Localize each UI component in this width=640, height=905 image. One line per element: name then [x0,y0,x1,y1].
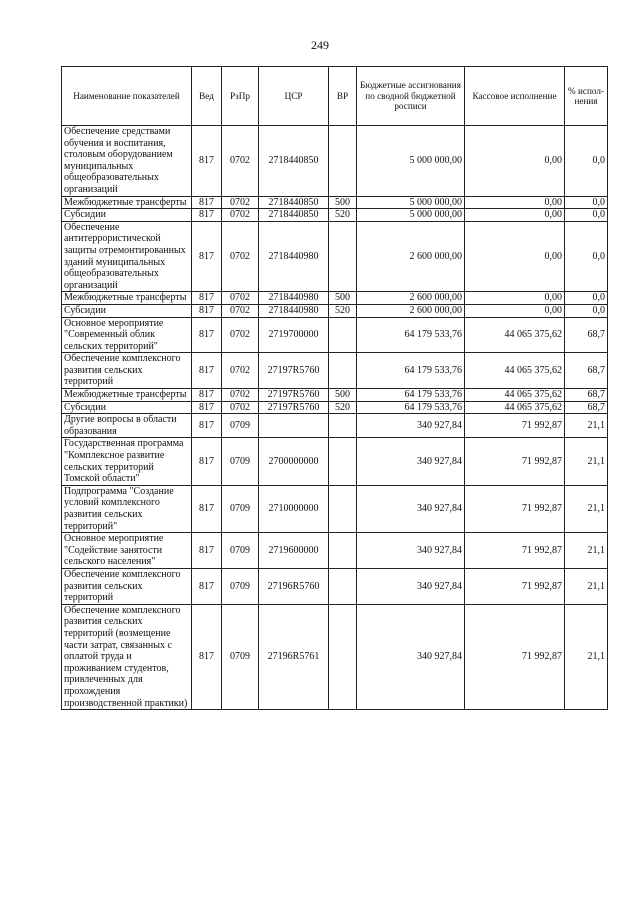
cell-vr [329,317,357,353]
cell-cash: 71 992,87 [465,604,565,709]
cell-budget: 340 927,84 [357,485,465,532]
cell-vr: 500 [329,196,357,209]
cell-cash: 0,00 [465,209,565,222]
cell-pct: 21,1 [565,604,608,709]
cell-cash: 0,00 [465,196,565,209]
cell-rzpr: 0702 [222,401,259,414]
table-row [62,304,608,317]
cell-budget: 340 927,84 [357,533,465,569]
cell-ved: 817 [192,126,222,197]
cell-budget: 340 927,84 [357,604,465,709]
cell-name: Обеспечение средствами обучения и воспитания, столовым оборудованием муниципальных общеобразовательных организаций [62,126,192,197]
header-csr: ЦСР [259,67,329,126]
cell-vr [329,568,357,604]
cell-vr: 500 [329,292,357,305]
cell-vr: 520 [329,209,357,222]
cell-name: Обеспечение антитеррористической защиты отремонтированных зданий муниципальных общеобразовательных организаций [62,221,192,292]
cell-rzpr: 0709 [222,604,259,709]
cell-vr [329,604,357,709]
cell-rzpr: 0702 [222,317,259,353]
cell-rzpr: 0702 [222,304,259,317]
table-row [62,414,608,438]
header-vr: ВР [329,67,357,126]
cell-name: Межбюджетные трансферты [62,292,192,305]
cell-budget: 340 927,84 [357,568,465,604]
cell-cash: 71 992,87 [465,414,565,438]
header-rzpr: РзПр [222,67,259,126]
cell-csr: 2718440980 [259,292,329,305]
cell-rzpr: 0702 [222,389,259,402]
cell-csr: 27196R5761 [259,604,329,709]
table-body [62,126,608,710]
cell-csr: 2718440850 [259,209,329,222]
cell-name: Обеспечение комплексного развития сельских территорий [62,353,192,389]
cell-ved: 817 [192,389,222,402]
cell-pct: 0,0 [565,221,608,292]
cell-ved: 817 [192,353,222,389]
cell-csr: 2710000000 [259,485,329,532]
cell-budget: 2 600 000,00 [357,292,465,305]
cell-cash: 0,00 [465,126,565,197]
cell-pct: 0,0 [565,196,608,209]
cell-budget: 5 000 000,00 [357,126,465,197]
cell-rzpr: 0702 [222,196,259,209]
cell-name: Другие вопросы в области образования [62,414,192,438]
table-header-row [62,67,608,126]
cell-ved: 817 [192,438,222,485]
cell-rzpr: 0709 [222,414,259,438]
table-row [62,533,608,569]
cell-pct: 0,0 [565,209,608,222]
cell-budget: 5 000 000,00 [357,209,465,222]
cell-ved: 817 [192,221,222,292]
table-row [62,485,608,532]
cell-vr [329,438,357,485]
cell-vr [329,414,357,438]
cell-pct: 21,1 [565,533,608,569]
table-row [62,317,608,353]
cell-cash: 71 992,87 [465,533,565,569]
header-budget: Бюджетные ассигнования по сводной бюджетной росписи [357,67,465,126]
cell-name: Межбюджетные трансферты [62,196,192,209]
cell-cash: 71 992,87 [465,568,565,604]
cell-ved: 817 [192,317,222,353]
table-row [62,401,608,414]
table-row [62,568,608,604]
cell-budget: 340 927,84 [357,414,465,438]
cell-budget: 64 179 533,76 [357,317,465,353]
cell-cash: 0,00 [465,304,565,317]
table-row [62,126,608,197]
cell-csr: 27196R5760 [259,568,329,604]
cell-rzpr: 0702 [222,209,259,222]
cell-csr: 27197R5760 [259,389,329,402]
cell-name: Субсидии [62,401,192,414]
cell-ved: 817 [192,401,222,414]
cell-vr [329,353,357,389]
cell-pct: 68,7 [565,389,608,402]
cell-name: Подпрограмма "Создание условий комплексного развития сельских территорий" [62,485,192,532]
cell-pct: 21,1 [565,438,608,485]
header-name: Наименование показателей [62,67,192,126]
cell-cash: 71 992,87 [465,438,565,485]
cell-pct: 21,1 [565,485,608,532]
cell-budget: 64 179 533,76 [357,353,465,389]
cell-rzpr: 0702 [222,353,259,389]
cell-name: Основное мероприятие "Содействие занятости сельского населения" [62,533,192,569]
cell-name: Субсидии [62,304,192,317]
cell-budget: 5 000 000,00 [357,196,465,209]
cell-rzpr: 0702 [222,126,259,197]
cell-cash: 0,00 [465,292,565,305]
cell-pct: 68,7 [565,401,608,414]
table-row [62,389,608,402]
cell-budget: 2 600 000,00 [357,221,465,292]
cell-ved: 817 [192,304,222,317]
table-row [62,292,608,305]
cell-budget: 340 927,84 [357,438,465,485]
cell-cash: 44 065 375,62 [465,389,565,402]
cell-cash: 71 992,87 [465,485,565,532]
cell-cash: 44 065 375,62 [465,353,565,389]
cell-vr [329,485,357,532]
cell-vr [329,533,357,569]
cell-budget: 2 600 000,00 [357,304,465,317]
cell-csr: 2718440850 [259,196,329,209]
cell-csr: 2718440980 [259,221,329,292]
table-row [62,196,608,209]
budget-execution-table [61,66,608,710]
cell-name: Субсидии [62,209,192,222]
cell-name: Обеспечение комплексного развития сельских территорий [62,568,192,604]
cell-csr: 2700000000 [259,438,329,485]
cell-name: Обеспечение комплексного развития сельских территорий (возмещение части затрат, связанных с оплатой труда и проживанием студентов, привлеченных для прохождения производственной практики) [62,604,192,709]
cell-csr: 27197R5760 [259,353,329,389]
cell-name: Государственная программа "Комплексное развитие сельских территорий Томской области" [62,438,192,485]
cell-name: Основное мероприятие "Современный облик сельских территорий" [62,317,192,353]
cell-vr: 520 [329,304,357,317]
cell-ved: 817 [192,533,222,569]
cell-pct: 21,1 [565,568,608,604]
cell-ved: 817 [192,209,222,222]
cell-ved: 817 [192,568,222,604]
cell-pct: 0,0 [565,304,608,317]
cell-csr: 2718440980 [259,304,329,317]
cell-csr: 2719700000 [259,317,329,353]
cell-cash: 44 065 375,62 [465,401,565,414]
cell-pct: 21,1 [565,414,608,438]
cell-pct: 0,0 [565,126,608,197]
cell-budget: 64 179 533,76 [357,389,465,402]
cell-ved: 817 [192,196,222,209]
header-ved: Вед [192,67,222,126]
cell-vr [329,126,357,197]
cell-name: Межбюджетные трансферты [62,389,192,402]
cell-rzpr: 0709 [222,485,259,532]
cell-ved: 817 [192,485,222,532]
cell-csr: 2719600000 [259,533,329,569]
cell-rzpr: 0702 [222,221,259,292]
header-pct: % испол-нения [565,67,608,126]
table-row [62,221,608,292]
cell-csr: 27197R5760 [259,401,329,414]
table-row [62,209,608,222]
header-cash: Кассовое исполнение [465,67,565,126]
cell-ved: 817 [192,604,222,709]
cell-csr [259,414,329,438]
cell-rzpr: 0709 [222,533,259,569]
cell-cash: 0,00 [465,221,565,292]
cell-ved: 817 [192,292,222,305]
page-number: 249 [311,38,329,52]
cell-ved: 817 [192,414,222,438]
cell-budget: 64 179 533,76 [357,401,465,414]
table-row [62,438,608,485]
cell-cash: 44 065 375,62 [465,317,565,353]
table-row [62,353,608,389]
cell-pct: 68,7 [565,317,608,353]
cell-csr: 2718440850 [259,126,329,197]
cell-vr: 500 [329,389,357,402]
cell-rzpr: 0702 [222,292,259,305]
cell-rzpr: 0709 [222,438,259,485]
cell-vr [329,221,357,292]
cell-rzpr: 0709 [222,568,259,604]
table-row [62,604,608,709]
cell-pct: 68,7 [565,353,608,389]
cell-pct: 0,0 [565,292,608,305]
cell-vr: 520 [329,401,357,414]
